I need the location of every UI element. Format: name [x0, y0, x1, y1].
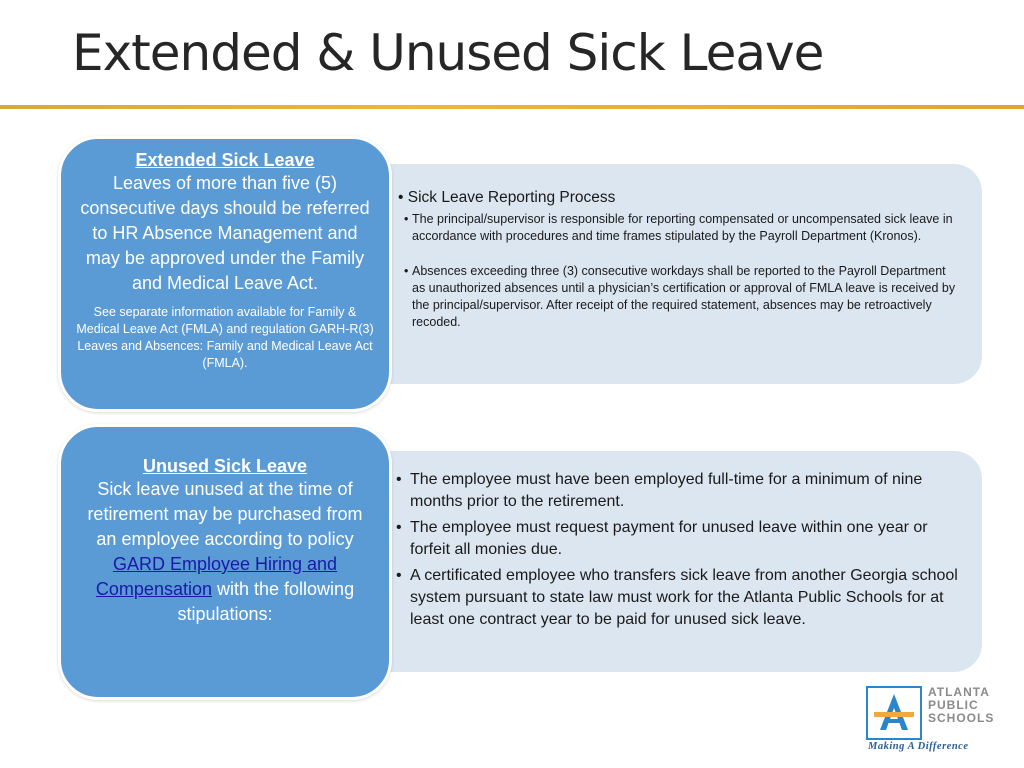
reporting-process-heading: [398, 188, 956, 208]
logo-line: PUBLIC: [928, 698, 979, 712]
list-item: [396, 565, 958, 631]
logo-line: SCHOOLS: [928, 711, 995, 725]
extended-detail-panel: [352, 164, 982, 384]
list-item-text: The employee must have been employed full-time for a minimum of nine months prior to the retirement.: [410, 471, 923, 510]
policy-gard-link[interactable]: GARD Employee Hiring and Compensation: [95, 554, 338, 599]
unused-heading: Unused Sick Leave: [142, 456, 308, 476]
extended-summary-box: [58, 136, 392, 412]
list-item-text: Absences exceeding three (3) consecutive workdays shall be reported to the Payroll Department as unauthorized absences until a physician’s certification or approval of FMLA leave is received by the principal/supervisor. After receipt of the required statement, absences may be retroactively recoded.: [412, 264, 956, 329]
unused-body-text: Sick leave unused at the time of retirement may be purchased from an employee according to policy: [87, 479, 363, 549]
extended-body: Leaves of more than five (5) consecutive days should be referred to HR Absence Management and may be approved under the Family and Medical Leave Act.: [80, 173, 370, 293]
extended-note: See separate information available for Family & Medical Leave Act (FMLA) and regulation GARH-R(3) Leaves and Absences: Family and Medical Leave Act (FMLA).: [76, 305, 374, 370]
unused-body: [79, 477, 371, 627]
bullet-icon: •: [396, 567, 402, 584]
list-item: [404, 263, 956, 331]
logo-wordmark: [928, 686, 994, 725]
logo-emblem-icon: [866, 686, 922, 740]
bullet-icon: •: [404, 264, 409, 278]
bullet-icon: •: [404, 212, 409, 226]
page-title: Extended & Unused Sick Leave: [72, 24, 824, 82]
bullet-icon: •: [396, 519, 402, 536]
logo-tagline: Making A Difference: [868, 741, 969, 752]
list-item-text: The employee must request payment for unused leave within one year or forfeit all monies due.: [410, 519, 928, 558]
atlanta-public-schools-logo: [866, 686, 1006, 756]
list-item-text: The principal/supervisor is responsible for reporting compensated or uncompensated sick leave in accordance with procedures and time frames stipulated by the Payroll Department (Kronos).: [412, 212, 953, 243]
list-item: [396, 469, 958, 513]
list-item: [396, 517, 958, 561]
unused-summary-box: [58, 424, 392, 700]
list-item: [404, 211, 956, 245]
logo-line: ATLANTA: [928, 685, 990, 699]
bullet-icon: •: [396, 471, 402, 488]
title-divider: [0, 105, 1024, 109]
extended-heading: Extended Sick Leave: [135, 150, 315, 170]
unused-body-text-end: with the following stipulations:: [177, 579, 355, 624]
list-item-text: A certificated employee who transfers sick leave from another Georgia school system pursuant to state law must work for the Atlanta Public Schools for at least one contract year to be paid for unused sick leave.: [410, 567, 958, 628]
bullet-icon: •: [398, 189, 404, 206]
reporting-process-heading-text: Sick Leave Reporting Process: [407, 189, 616, 206]
unused-detail-panel: [352, 451, 982, 672]
